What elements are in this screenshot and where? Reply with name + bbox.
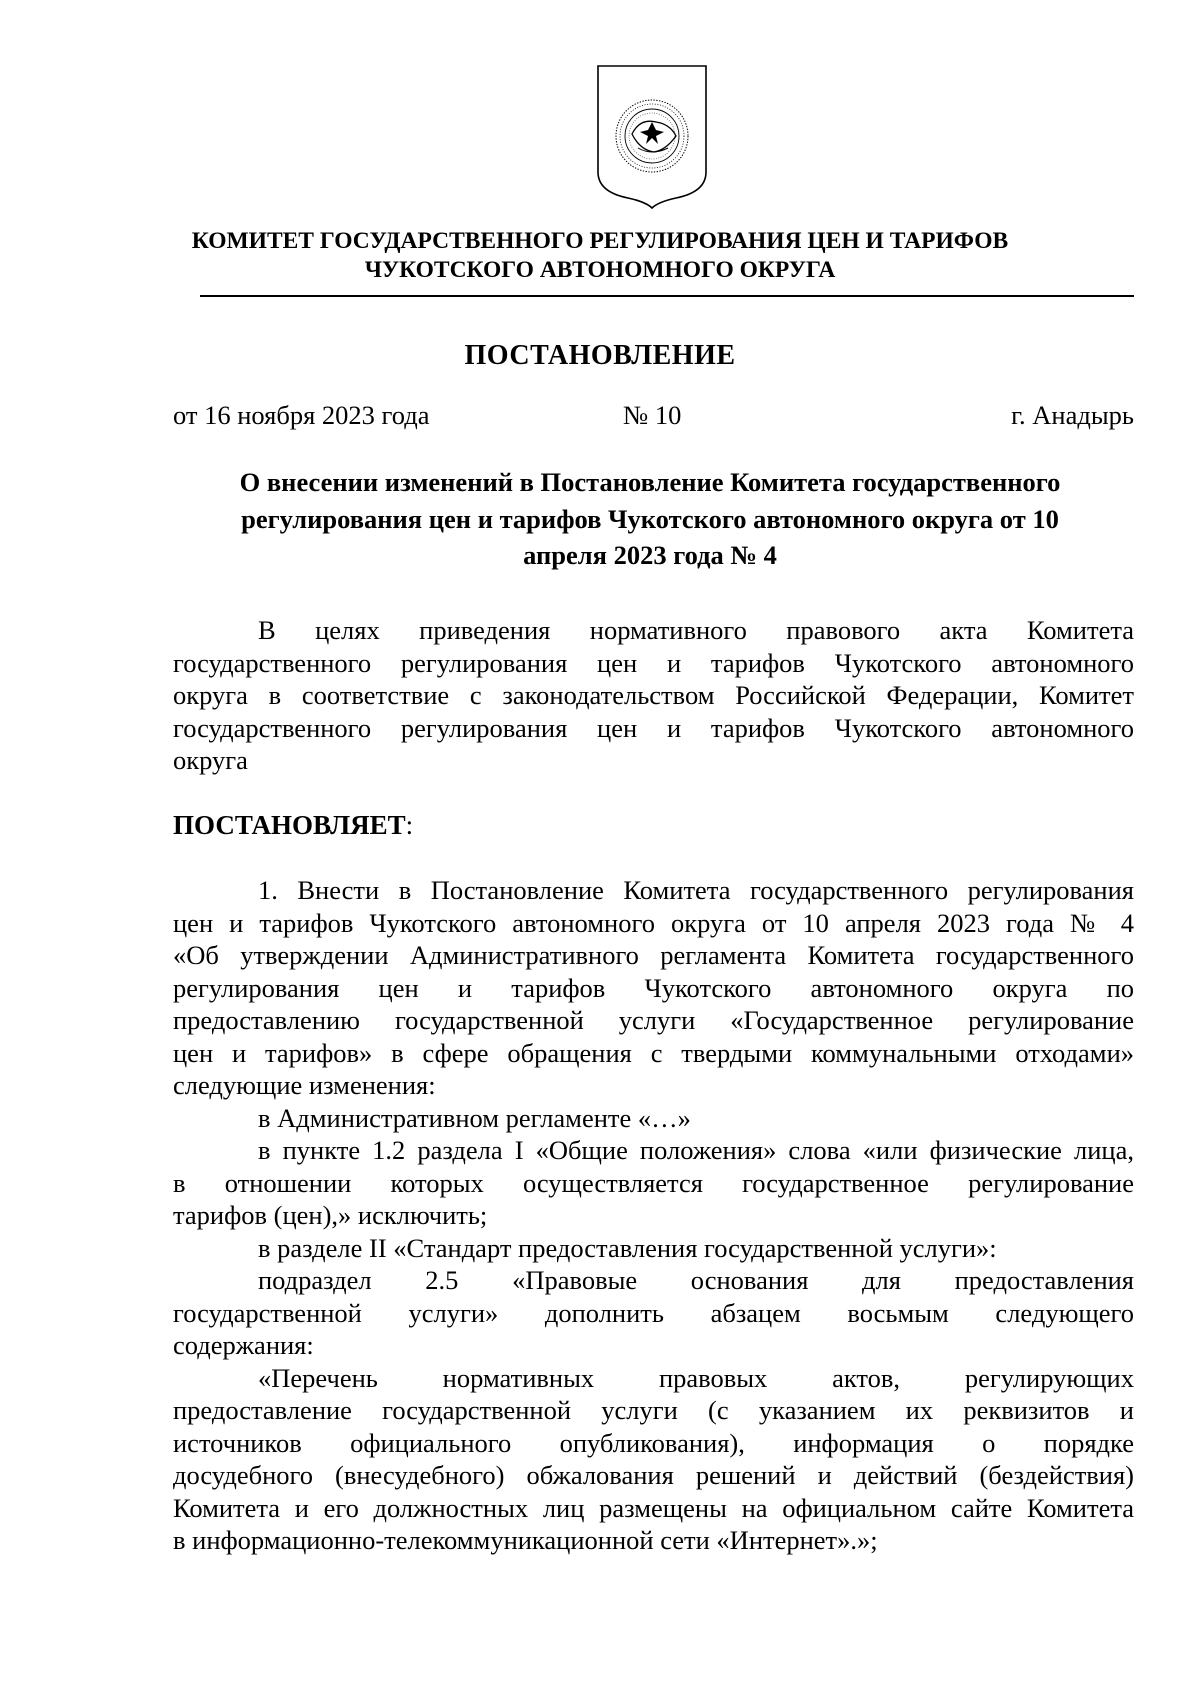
preamble-line: государственного регулирования цен и тарифов Чукотского автономного	[173, 712, 1134, 743]
body-line: предоставлению государственной услуги «Государственное регулирование	[173, 1005, 1134, 1035]
body-line: в отношении которых осуществляется государственное регулирование	[173, 1167, 1134, 1198]
document-subject	[190, 464, 1110, 574]
preamble-line: округа в соответствие с законодательством Российской Федерации, Комитет	[173, 680, 1134, 710]
body-line: регулирования цен и тарифов Чукотского автономного округа по	[173, 972, 1134, 1003]
body-line: предоставление государственной услуги (с указанием их реквизитов и	[173, 1395, 1134, 1425]
body-line: в информационно-телекоммуникационной сети «Интернет».»;	[173, 1525, 878, 1555]
body-line: тарифов (цен),» исключить;	[173, 1200, 488, 1230]
document-city: г. Анадырь	[1011, 400, 1134, 430]
body-line: следующие изменения:	[173, 1070, 436, 1100]
body-line: досудебного (внесудебного) обжалования решений и действий (бездействия)	[173, 1460, 1134, 1490]
preamble	[173, 614, 1134, 777]
document-type-title: ПОСТАНОВЛЕНИЕ	[464, 340, 736, 371]
document-date: от 16 ноября 2023 года	[173, 400, 430, 430]
body-line: государственной услуги» дополнить абзацем восьмым следующего	[173, 1297, 1134, 1328]
body-line: содержания:	[173, 1330, 314, 1360]
subject-line: регулирования цен и тарифов Чукотского автономного округа от 10	[241, 503, 1059, 534]
subject-line: апреля 2023 года № 4	[523, 540, 777, 570]
body-line: цен и тарифов» в сфере обращения с твердыми коммунальными отходами»	[173, 1037, 1134, 1068]
decree-colon: :	[405, 810, 414, 840]
preamble-line: В целях приведения нормативного правового акта Комитета	[258, 615, 1134, 645]
body-line: 1. Внести в Постановление Комитета государственного регулирования	[258, 875, 1134, 905]
body-line: в пункте 1.2 раздела I «Общие положения» слова «или физические лица,	[258, 1135, 1134, 1165]
body-line: Комитета и его должностных лиц размещены на официальном сайте Комитета	[173, 1492, 1134, 1523]
decree-word: ПОСТАНОВЛЯЕТ	[173, 810, 406, 840]
body-line: в Административном регламенте «…»	[258, 1102, 691, 1133]
body-line: «Перечень нормативных правовых актов, регулирующих	[258, 1362, 1134, 1393]
organization-name-line-1: КОМИТЕТ ГОСУДАРСТВЕННОГО РЕГУЛИРОВАНИЯ ЦЕН И ТАРИФОВ	[191, 228, 1009, 254]
decree-heading	[173, 809, 413, 842]
subject-line: О внесении изменений в Постановление Комитета государственного	[239, 467, 1061, 497]
preamble-line: округа	[173, 745, 248, 775]
body-line: в разделе II «Стандарт предоставления государственной услуги»:	[258, 1232, 997, 1263]
organization-name-line-2: ЧУКОТСКОГО АВТОНОМНОГО ОКРУГА	[364, 257, 836, 283]
body-line: «Об утверждении Административного регламента Комитета государственного	[173, 940, 1134, 970]
document-number: № 10	[623, 400, 682, 430]
body-line: источников официального опубликования), информация о порядке	[173, 1427, 1134, 1458]
header-divider	[200, 295, 1134, 297]
body-line: цен и тарифов Чукотского автономного округа от 10 апреля 2023 года № 4	[173, 907, 1134, 938]
body-line: подраздел 2.5 «Правовые основания для предоставления	[258, 1265, 1134, 1295]
decree-body	[173, 874, 1134, 1557]
coat-of-arms-icon	[596, 64, 708, 210]
preamble-line: государственного регулирования цен и тарифов Чукотского автономного	[173, 647, 1134, 678]
